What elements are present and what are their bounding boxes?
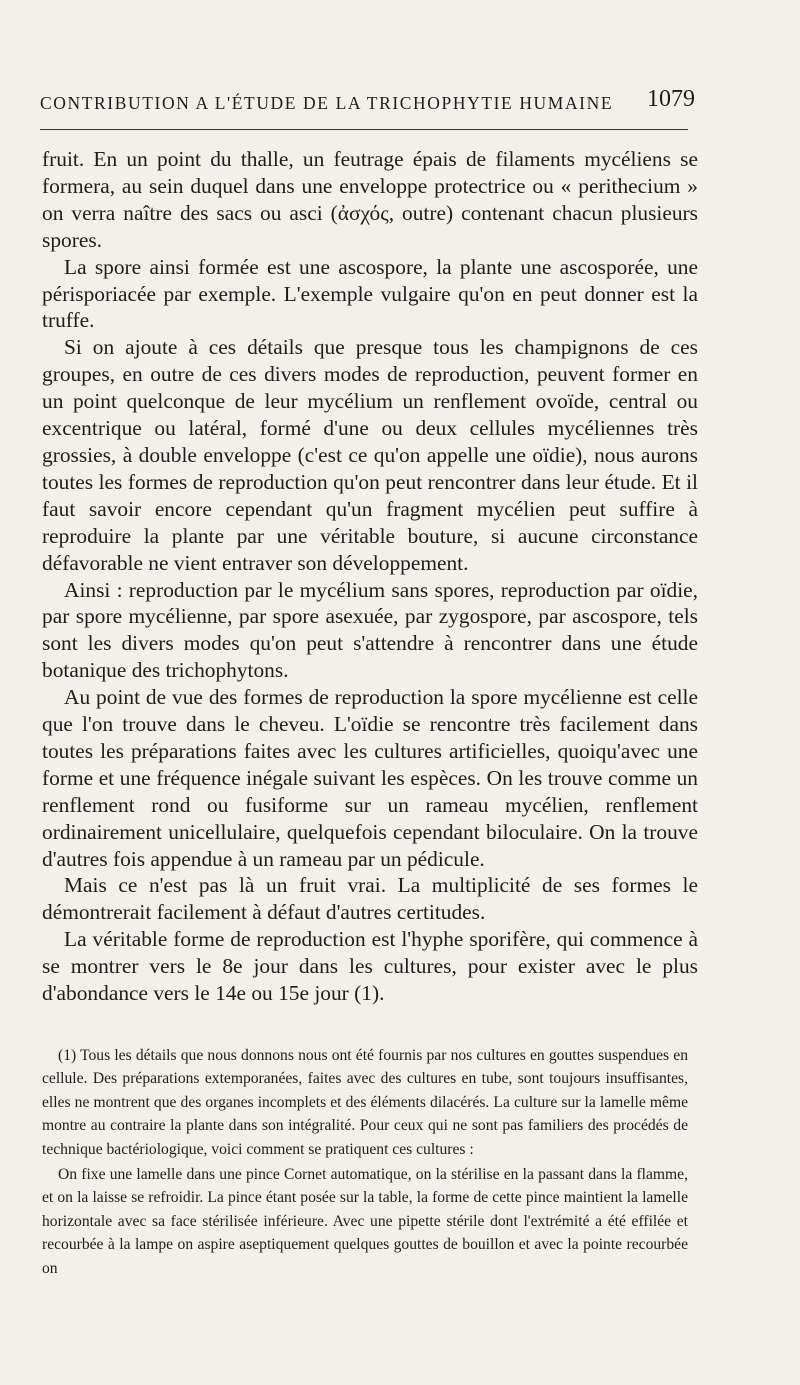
footnote: [42, 1044, 688, 1280]
footnote-paragraph: On fixe une lamelle dans une pince Cornet automatique, on la stérilise en la passant dans la flamme, et on la laisse se refroidir. La pince étant posée sur la table, la forme de cette pince maintient la lamelle horizontale avec sa face stérilisée inférieure. Avec une pipette stérile dont l'extrémité a été effilée et recourbée à la lampe on aspire aseptiquement quelques gouttes de bouillon et avec la pointe recourbée on: [42, 1166, 688, 1277]
paragraph: La véritable forme de reproduction est l'hyphe sporifère, qui commence à se montrer vers le 8e jour dans les cultures, pour exister avec le plus d'abondance vers le 14e ou 15e jour (1).: [42, 927, 698, 1006]
footnote-paragraph: (1) Tous les détails que nous donnons nous ont été fournis par nos cultures en gouttes suspendues en cellule. Des préparations extemporanées, faites avec des cultures en tube, sont toujours insuffisantes, elles ne montrent que des organes incomplets et des éléments dilacérés. La culture sur la lamelle même montre au contraire la plante dans son intégralité. Pour ceux qui ne sont pas familiers des procédés de technique bactériologique, voici comment se pratiquent ces cultures :: [42, 1047, 688, 1158]
paragraph: fruit. En un point du thalle, un feutrage épais de filaments mycéliens se formera, au sein duquel dans une enveloppe protectrice ou « perithecium » on verra naître des sacs ou asci (ἀσχός, outre) contenant chacun plusieurs spores.: [42, 147, 698, 252]
paragraph: Mais ce n'est pas là un fruit vrai. La multiplicité de ses formes le démontrerait facilement à défaut d'autres certitudes.: [42, 873, 698, 925]
body-text: [42, 146, 698, 1007]
paragraph: La spore ainsi formée est une ascospore, la plante une ascosporée, une périsporiacée par exemple. L'exemple vulgaire qu'on en peut donner est la truffe.: [42, 254, 698, 333]
paragraph: Au point de vue des formes de reproduction la spore mycélienne est celle que l'on trouve dans le cheveu. L'oïdie se rencontre très facilement dans toutes les préparations faites avec les cultures artificielles, quoiqu'avec une forme et une fréquence inégale suivant les espèces. On les trouve comme un renflement rond ou fusiforme sur un rameau mycélien, renflement ordinairement unicellulaire, quelquefois cependant biloculaire. On la trouve d'autres fois appendue à un rameau par un pédicule.: [42, 685, 698, 871]
paragraph: Si on ajoute à ces détails que presque tous les champignons de ces groupes, en outre de ces divers modes de reproduction, peuvent former en un point quelconque de leur mycélium un renflement ovoïde, central ou excentrique ou latéral, formé d'une ou deux cellules mycéliennes très grossies, à double enveloppe (c'est ce qu'on appelle une oïdie), nous aurons toutes les formes de reproduction qu'on peut rencontrer dans leur étude. Et il faut savoir encore cependant qu'un fragment mycélien peut suffire à reproduire la plante par une véritable bouture, si aucune circonstance défavorable ne vient entraver son développement.: [42, 335, 698, 575]
header-rule: [40, 129, 688, 130]
paragraph: Ainsi : reproduction par le mycélium sans spores, reproduction par oïdie, par spore mycélienne, par spore asexuée, par zygospore, par ascospore, tels sont les divers modes qu'on peut s'attendre à rencontrer dans une étude botanique des trichophytons.: [42, 577, 698, 683]
page-header: [40, 86, 695, 120]
running-head: CONTRIBUTION A L'ÉTUDE DE LA TRICHOPHYTIE HUMAINE: [40, 93, 614, 113]
page-number: 1079: [647, 86, 695, 112]
